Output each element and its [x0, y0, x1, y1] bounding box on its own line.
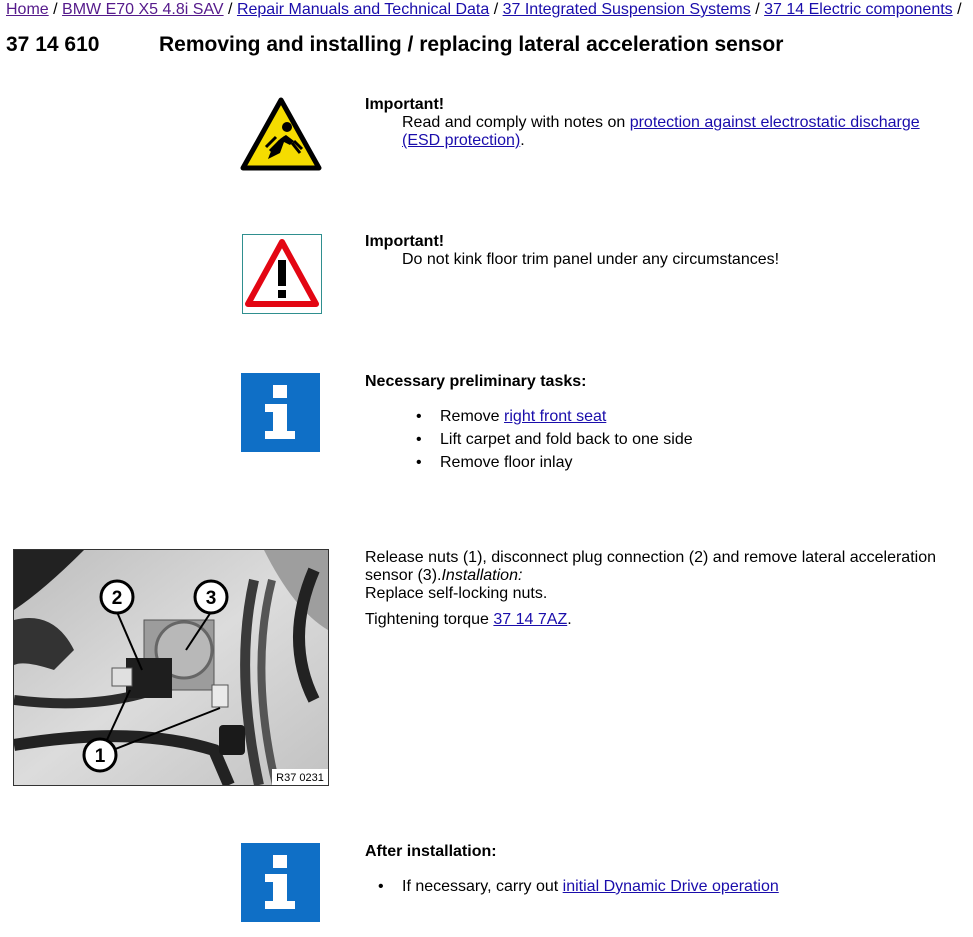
list-item-text: Remove	[440, 408, 505, 425]
list-item: • Lift carpet and fold back to one side	[440, 428, 693, 451]
figure-code: R37 0231	[276, 772, 324, 784]
esd-note-text-before: Read and comply with notes on	[402, 114, 630, 131]
callout-label-3: 3	[205, 588, 217, 609]
dynamic-drive-link[interactable]: initial Dynamic Drive operation	[562, 878, 779, 895]
breadcrumb-separator: /	[228, 1, 233, 18]
after-installation	[365, 843, 779, 898]
after-heading: After installation:	[365, 843, 497, 860]
page-title: Removing and installing / replacing lateral acceleration sensor	[159, 33, 784, 56]
installation-label: Installation:	[441, 567, 523, 584]
procedure-step-text: Release nuts (1), disconnect plug connection (2) and remove lateral acceleration sensor (3).	[365, 549, 936, 584]
breadcrumb	[6, 0, 962, 20]
info-icon	[241, 843, 320, 927]
breadcrumb-repair-manuals[interactable]: Repair Manuals and Technical Data	[236, 1, 490, 18]
tightening-torque	[365, 611, 955, 629]
preliminary-heading: Necessary preliminary tasks:	[365, 373, 587, 390]
list-item	[402, 875, 779, 898]
esd-note-text	[365, 114, 962, 150]
list-item-text: If necessary, carry out	[402, 878, 563, 895]
torque-spec-link[interactable]: 37 14 7AZ	[493, 611, 568, 628]
replace-nuts-text: Replace self-locking nuts.	[365, 585, 548, 602]
preliminary-tasks	[365, 373, 693, 474]
procedure-text	[365, 549, 955, 629]
breadcrumb-suspension[interactable]: 37 Integrated Suspension Systems	[502, 1, 751, 18]
kink-note-heading: Important!	[365, 233, 445, 250]
list-item	[440, 405, 693, 428]
breadcrumb-vehicle[interactable]: BMW E70 X5 4.8i SAV	[62, 1, 224, 18]
breadcrumb-home[interactable]: Home	[6, 1, 49, 18]
kink-note-text: Do not kink floor trim panel under any circumstances!	[402, 251, 780, 268]
after-list	[365, 875, 779, 898]
esd-note-text-after: .	[520, 132, 525, 149]
torque-after: .	[567, 611, 572, 628]
callout-label-1: 1	[94, 746, 106, 767]
esd-protection-link[interactable]: protection against electrostatic discharge (ESD protection)	[402, 114, 920, 149]
breadcrumb-separator: /	[53, 1, 58, 18]
preliminary-list	[365, 405, 693, 474]
esd-warning-icon	[240, 97, 322, 176]
info-icon	[241, 373, 320, 457]
procedure-step	[365, 549, 955, 585]
breadcrumb-electric-components[interactable]: 37 14 Electric components	[764, 1, 953, 18]
warning-triangle-icon	[242, 234, 322, 319]
torque-text: Tightening torque	[365, 611, 494, 628]
breadcrumb-separator: /	[755, 1, 760, 18]
right-front-seat-link[interactable]: right front seat	[504, 408, 607, 425]
breadcrumb-separator: /	[493, 1, 499, 18]
esd-note-heading: Important!	[365, 96, 445, 113]
list-item: • Remove floor inlay	[440, 451, 693, 474]
esd-note	[365, 96, 962, 150]
kink-note	[365, 233, 779, 269]
sensor-figure	[13, 549, 329, 786]
breadcrumb-separator: /	[957, 1, 962, 18]
callout-label-2: 2	[111, 588, 123, 609]
repair-code: 37 14 610	[6, 33, 100, 56]
